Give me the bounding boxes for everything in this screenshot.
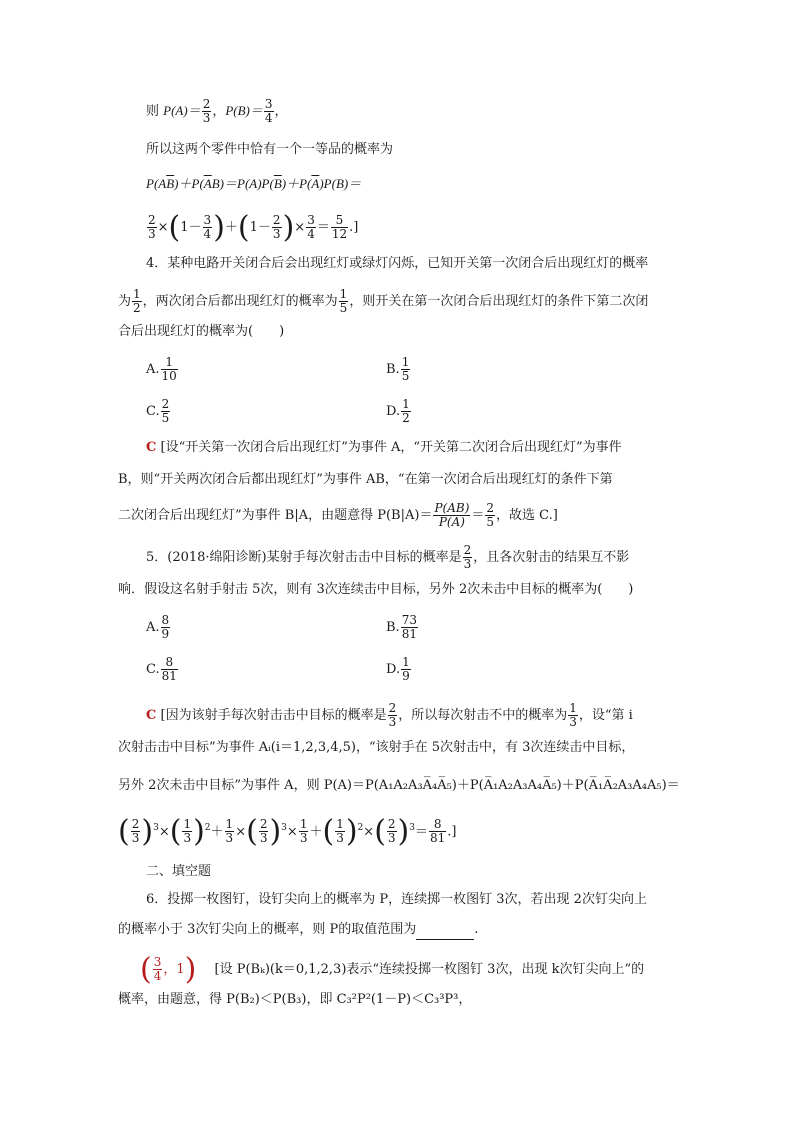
fraction: $\frac{2}{3}$ [202,97,211,125]
q5-solution-line3: 另外 2次未击中目标”为事件 A，则 P(A)＝P(A₁A₂A₃A̅₄A̅₅)＋P(A̅₁A₂A₃A₄A̅₅)＋P(A̅₁A̅₂A₃A₄A₅)＝ [118,778,680,793]
answer-letter: C [146,708,157,723]
q6-solution-line1: ( $\frac{3}{4}$ ，1) [设 P(Bₖ)(k＝0,1,2,3)表示“连续投掷一枚图钉 3次，出现 k次钉尖向上”的 [140,951,645,987]
q5-option-c: C. $\frac{8}{81}$ [146,655,177,683]
q5-option-a: A. $\frac{8}{9}$ [146,613,170,641]
q5-solution-line4: ( $\frac{2}{3}$ )$^3$×( $\frac{1}{3}$ )$^2$＋ $\frac{1}{3}$ ×( $\frac{2}{3}$ )$^3$× $\frac{1}{3}$ ＋( $\frac{1}{3}$ )$^2$×( $\frac{2}{3}$ )$^3$＝ $\frac{8}{81}$ .] [118,813,457,849]
section-heading: 二、填空题 [146,864,212,879]
q4-line1: 4．某种电路开关闭合后会出现红灯或绿灯闪烁，已知开关第一次闭合后出现红灯的概率 [146,256,649,271]
fraction: $\frac{3}{4}$ [264,97,273,125]
p1-line3: $P(A\overline{B})+P(\overline{A}B)=P(A)P(\overline{B})+P(\overline{A})P(B)=$ [146,176,362,191]
q5-line1: 5．(2018·绵阳诊断)某射手每次射击击中目标的概率是 $\frac{2}{3}$ ，且各次射击的结果互不影 [146,543,630,571]
q5-option-b: B. $\frac{73}{81}$ [386,613,417,641]
q5-solution-line2: 次射击击中目标”为事件 Aᵢ(i＝1,2,3,4,5)，“该射手在 5次射击中，有 3次连续击中目标， [118,740,635,755]
p1-line2: 所以这两个零件中恰有一个一等品的概率为 [146,142,394,157]
answer-letter: C [146,440,157,455]
q4-solution-line1: C [设“开关第一次闭合后出现红灯”为事件 A，“开关第二次闭合后出现红灯”为事件 [146,440,622,455]
q5-line2: 响．假设这名射手射击 5次，则有 3次连续击中目标，另外 2次未击中目标的概率为( ) [118,582,634,597]
q4-line2: 为 $\frac{1}{2}$ ，两次闭合后都出现红灯的概率为 $\frac{1}{5}$ ，则开关在第一次闭合后出现红灯的条件下第二次闭 [118,287,649,315]
q4-option-c: C. $\frac{2}{5}$ [146,397,170,425]
q4-solution-line3: 二次闭合后出现红灯”为事件 B|A，由题意得 P(B|A)＝ $\frac{P(AB)}{P(A)}$ ＝ $\frac{2}{5}$ ，故选 C.] [118,501,558,529]
p1-line1: 则 P(A)＝ $\frac{2}{3}$ ，P(B)＝ $\frac{3}{4}$ ， [146,97,288,125]
q4-solution-line2: B，则“开关两次闭合后都出现红灯”为事件 AB，“在第一次闭合后出现红灯的条件下第 [118,472,613,487]
q4-option-b: B. $\frac{1}{5}$ [386,355,410,383]
p1-line4: $\frac{2}{3}$ ×(1－ $\frac{3}{4}$ )＋(1－ $\frac{2}{3}$ )× $\frac{3}{4}$ ＝ $\frac{5}{12}$ .] [148,209,359,245]
q4-option-d: D. $\frac{1}{2}$ [386,397,410,425]
q5-option-d: D. $\frac{1}{9}$ [386,655,410,683]
q4-option-a: A. $\frac{1}{10}$ [146,355,177,383]
q6-solution-line2: 概率，由题意，得 P(B₂)＜P(B₃)，即 C₃²P²(1－P)＜C₃³P³， [118,992,472,1007]
q6-line2: 的概率小于 3次钉尖向上的概率，则 P的取值范围为 . [118,920,478,940]
answer-blank [416,925,474,940]
q4-line3: 合后出现红灯的概率为( ) [118,324,285,339]
q6-line1: 6．投掷一枚图钉，设钉尖向上的概率为 P，连续掷一枚图钉 3次，若出现 2次钉尖向上 [146,892,647,907]
q5-solution-line1: C [因为该射手每次射击击中目标的概率是 $\frac{2}{3}$ ，所以每次射击不中的概率为 $\frac{1}{3}$ ，设“第 i [146,701,633,729]
